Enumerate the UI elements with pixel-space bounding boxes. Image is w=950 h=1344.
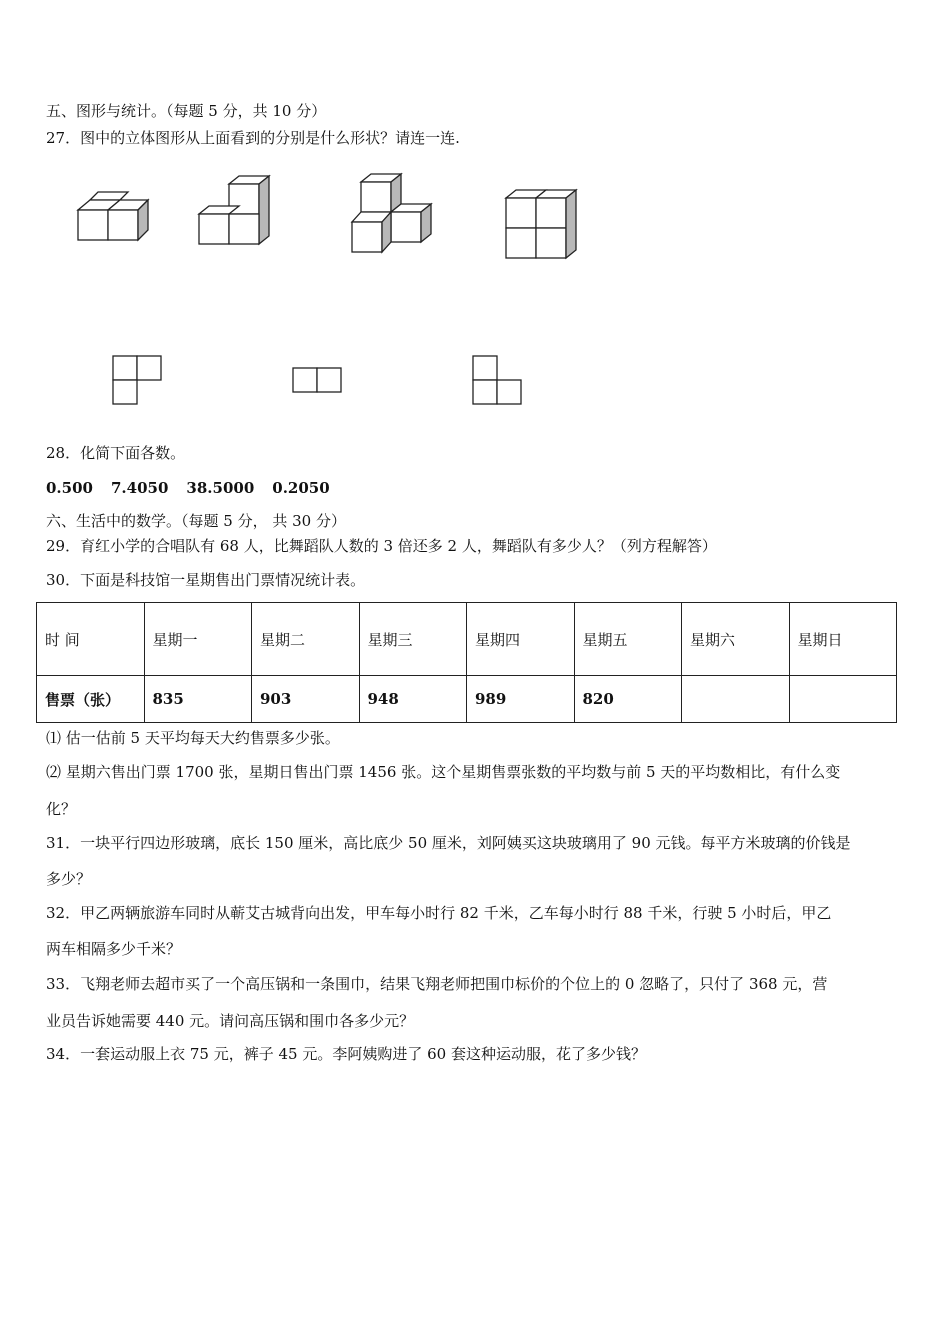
question-31: 31．一块平行四边形玻璃，底长 150 厘米，高比底少 50 厘米，刘阿姨买这块玻璃用了 90 元钱。每平方米玻璃的价钱是	[46, 834, 851, 852]
table-header-cell: 星期二	[252, 603, 360, 676]
cube-front-face	[78, 210, 108, 240]
question-33: 33．飞翔老师去超市买了一个高压锅和一条围巾，结果飞翔老师把围巾标价的个位上的 0 忽略了，只付了 368 元，营	[46, 975, 828, 993]
table-cell	[682, 676, 790, 723]
table-header-cell: 时 间	[37, 603, 145, 676]
top-view-shape-3	[470, 353, 530, 408]
table-header-cell: 星期四	[467, 603, 575, 676]
question-30-part-2-continued: 化？	[46, 800, 77, 818]
table-cell: 820	[574, 676, 682, 723]
table-cell: 835	[144, 676, 252, 723]
top-view-shape-1	[110, 353, 170, 408]
question-32-continued: 两车相隔多少千米？	[46, 940, 182, 958]
section-5-heading: 五、图形与统计。（每题 5 分，共 10 分）	[46, 102, 327, 120]
top-view-shape-2	[290, 366, 350, 396]
table-row	[37, 676, 897, 723]
section-6-heading: 六、生活中的数学。（每题 5 分， 共 30 分）	[46, 512, 346, 530]
table-header-cell: 星期六	[682, 603, 790, 676]
cube-top-face	[90, 192, 128, 200]
ticket-sales-table	[36, 602, 897, 723]
table-header-cell: 星期一	[144, 603, 252, 676]
table-header-cell: 星期五	[574, 603, 682, 676]
table-cell	[789, 676, 897, 723]
cube-front-face	[108, 210, 138, 240]
solid-figure-3	[345, 170, 445, 260]
table-cell: 903	[252, 676, 360, 723]
question-34: 34．一套运动服上衣 75 元，裤子 45 元。李阿姨购进了 60 套这种运动服，花了多少钱？	[46, 1045, 646, 1063]
table-cell: 989	[467, 676, 575, 723]
decimal-number: 0.2050	[272, 479, 330, 497]
question-28: 28．化简下面各数。	[46, 444, 186, 462]
table-header-row	[37, 603, 897, 676]
decimal-number: 0.500	[46, 479, 93, 497]
decimal-number: 7.4050	[110, 479, 169, 497]
question-30: 30．下面是科技馆一星期售出门票情况统计表。	[46, 571, 366, 589]
solid-figure-1	[70, 190, 160, 260]
table-row-label: 售票（张）	[37, 676, 145, 723]
question-27: 27．图中的立体图形从上面看到的分别是什么形状？请连一连.	[46, 129, 460, 147]
decimal-number: 38.5000	[186, 479, 255, 497]
question-32: 32．甲乙两辆旅游车同时从蕲艾古城背向出发，甲车每小时行 82 千米，乙车每小时行 88 千米，行驶 5 小时后，甲乙	[46, 904, 832, 922]
question-29: 29．育红小学的合唱队有 68 人，比舞蹈队人数的 3 倍还多 2 人，舞蹈队有多少人？（列方程解答）	[46, 537, 717, 555]
question-30-part-2: ⑵ 星期六售出门票 1700 张，星期日售出门票 1456 张。这个星期售票张数的平均数与前 5 天的平均数相比，有什么变	[46, 763, 841, 781]
question-30-part-1: ⑴ 估一估前 5 天平均每天大约售票多少张。	[46, 729, 340, 747]
question-31-continued: 多少？	[46, 870, 92, 888]
decimal-list	[46, 478, 348, 498]
table-header-cell: 星期日	[789, 603, 897, 676]
table-header-cell: 星期三	[359, 603, 467, 676]
table-cell: 948	[359, 676, 467, 723]
solid-figure-2	[192, 176, 282, 266]
solid-figure-4	[500, 184, 590, 264]
question-33-continued: 业员告诉她需要 440 元。请问高压锅和围巾各多少元？	[46, 1012, 415, 1030]
